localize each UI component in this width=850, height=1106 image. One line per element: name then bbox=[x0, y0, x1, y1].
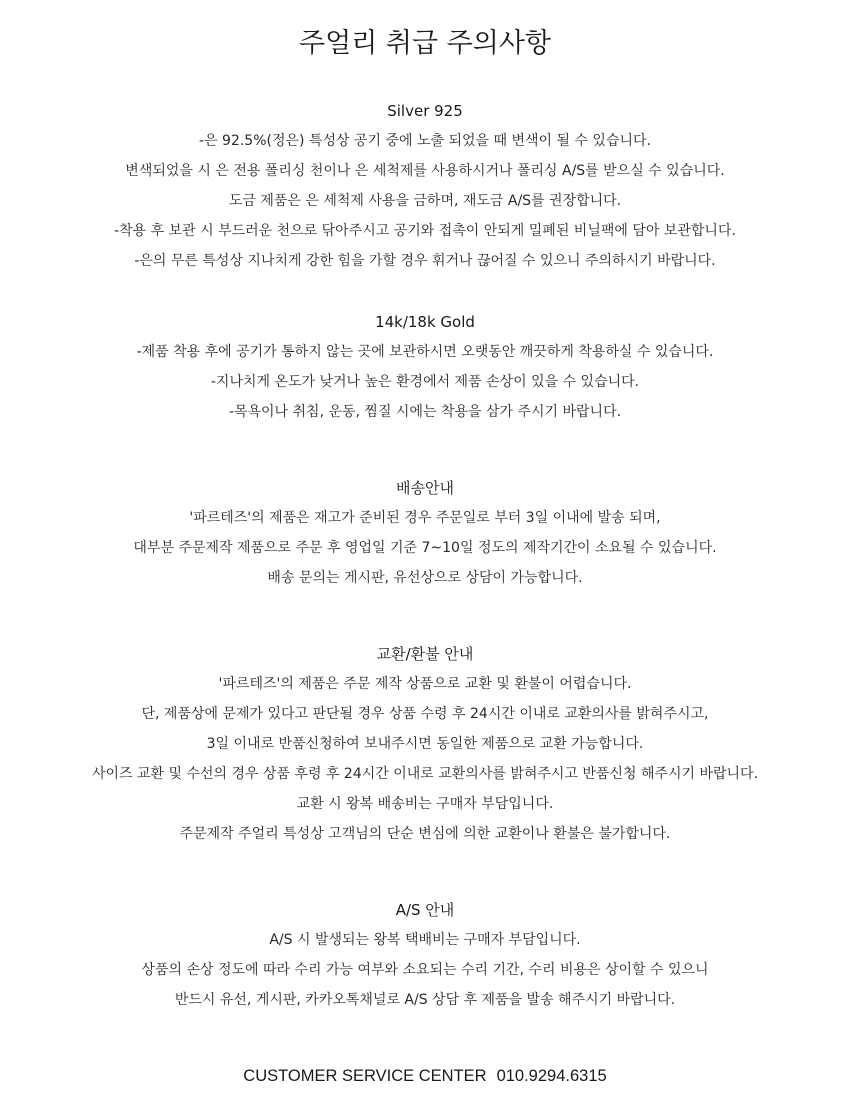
notice-line: 3일 이내로 반품신청하여 보내주시면 동일한 제품으로 교환 가능합니다. bbox=[206, 736, 644, 752]
notice-line: -착용 후 보관 시 부드러운 천으로 닦아주시고 공기와 접촉이 안되게 밀폐된 비닐팩에 담아 보관합니다. bbox=[114, 223, 736, 239]
section-heading: A/S 안내 bbox=[395, 901, 455, 919]
section-shipping bbox=[0, 473, 850, 593]
section-heading: 배송안내 bbox=[396, 479, 454, 497]
notice-line: -은의 무른 특성상 지나치게 강한 힘을 가할 경우 휘거나 끊어질 수 있으니 주의하시기 바랍니다. bbox=[134, 253, 716, 269]
notice-line: 교환 시 왕복 배송비는 구매자 부담입니다. bbox=[296, 796, 554, 812]
notice-line: -목욕이나 취침, 운동, 찜질 시에는 착용을 삼가 주시기 바랍니다. bbox=[228, 404, 622, 420]
notice-line: 주문제작 주얼리 특성상 고객님의 단순 변심에 의한 교환이나 환불은 불가합니다. bbox=[179, 826, 671, 842]
section-after-service bbox=[0, 895, 850, 1015]
customer-service-phone[interactable]: 010.9294.6315 bbox=[496, 1067, 607, 1085]
section-heading: Silver 925 bbox=[387, 102, 463, 120]
notice-line: '파르테즈'의 제품은 주문 제작 상품으로 교환 및 환불이 어렵습니다. bbox=[218, 676, 632, 692]
customer-service-footer bbox=[0, 1061, 850, 1091]
notice-line: 반드시 유선, 게시판, 카카오톡채널로 A/S 상담 후 제품을 발송 해주시기 바랍니다. bbox=[174, 992, 676, 1008]
notice-line: 단, 제품상에 문제가 있다고 판단될 경우 상품 수령 후 24시간 이내로 교환의사를 밝혀주시고, bbox=[141, 706, 709, 722]
notice-line: A/S 시 발생되는 왕복 택배비는 구매자 부담입니다. bbox=[269, 932, 581, 948]
notice-line: -제품 착용 후에 공기가 통하지 않는 곳에 보관하시면 오랫동안 깨끗하게 착용하실 수 있습니다. bbox=[136, 344, 714, 360]
notice-line: '파르테즈'의 제품은 재고가 준비된 경우 주문일로 부터 3일 이내에 발송 되며, bbox=[189, 510, 661, 526]
section-heading: 14k/18k Gold bbox=[375, 313, 475, 331]
page-title: 주얼리 취급 주의사항 bbox=[299, 28, 551, 59]
notice-line: 배송 문의는 게시판, 유선상으로 상담이 가능합니다. bbox=[267, 570, 583, 586]
notice-line: 상품의 손상 정도에 따라 수리 가능 여부와 소요되는 수리 기간, 수리 비용은 상이할 수 있으니 bbox=[141, 962, 709, 978]
notice-line: 변색되었을 시 은 전용 폴리싱 천이나 은 세척제를 사용하시거나 폴리싱 A/S를 받으실 수 있습니다. bbox=[125, 163, 725, 179]
notice-line: 도금 제품은 은 세척제 사용을 금하며, 재도금 A/S를 권장합니다. bbox=[228, 193, 622, 209]
customer-service-label: CUSTOMER SERVICE CENTER bbox=[243, 1067, 487, 1085]
section-gold bbox=[0, 307, 850, 427]
notice-line: 대부분 주문제작 제품으로 주문 후 영업일 기준 7~10일 정도의 제작기간이 소요될 수 있습니다. bbox=[133, 540, 717, 556]
notice-line: -지나치게 온도가 낮거나 높은 환경에서 제품 손상이 있을 수 있습니다. bbox=[210, 374, 640, 390]
section-silver-925 bbox=[0, 96, 850, 276]
section-exchange-refund bbox=[0, 639, 850, 849]
notice-line: -은 92.5%(정은) 특성상 공기 중에 노출 되었을 때 변색이 될 수 있습니다. bbox=[199, 133, 651, 149]
notice-line: 사이즈 교환 및 수선의 경우 상품 후령 후 24시간 이내로 교환의사를 밝혀주시고 반품신청 해주시기 바랍니다. bbox=[91, 766, 759, 782]
section-heading: 교환/환불 안내 bbox=[376, 645, 474, 663]
